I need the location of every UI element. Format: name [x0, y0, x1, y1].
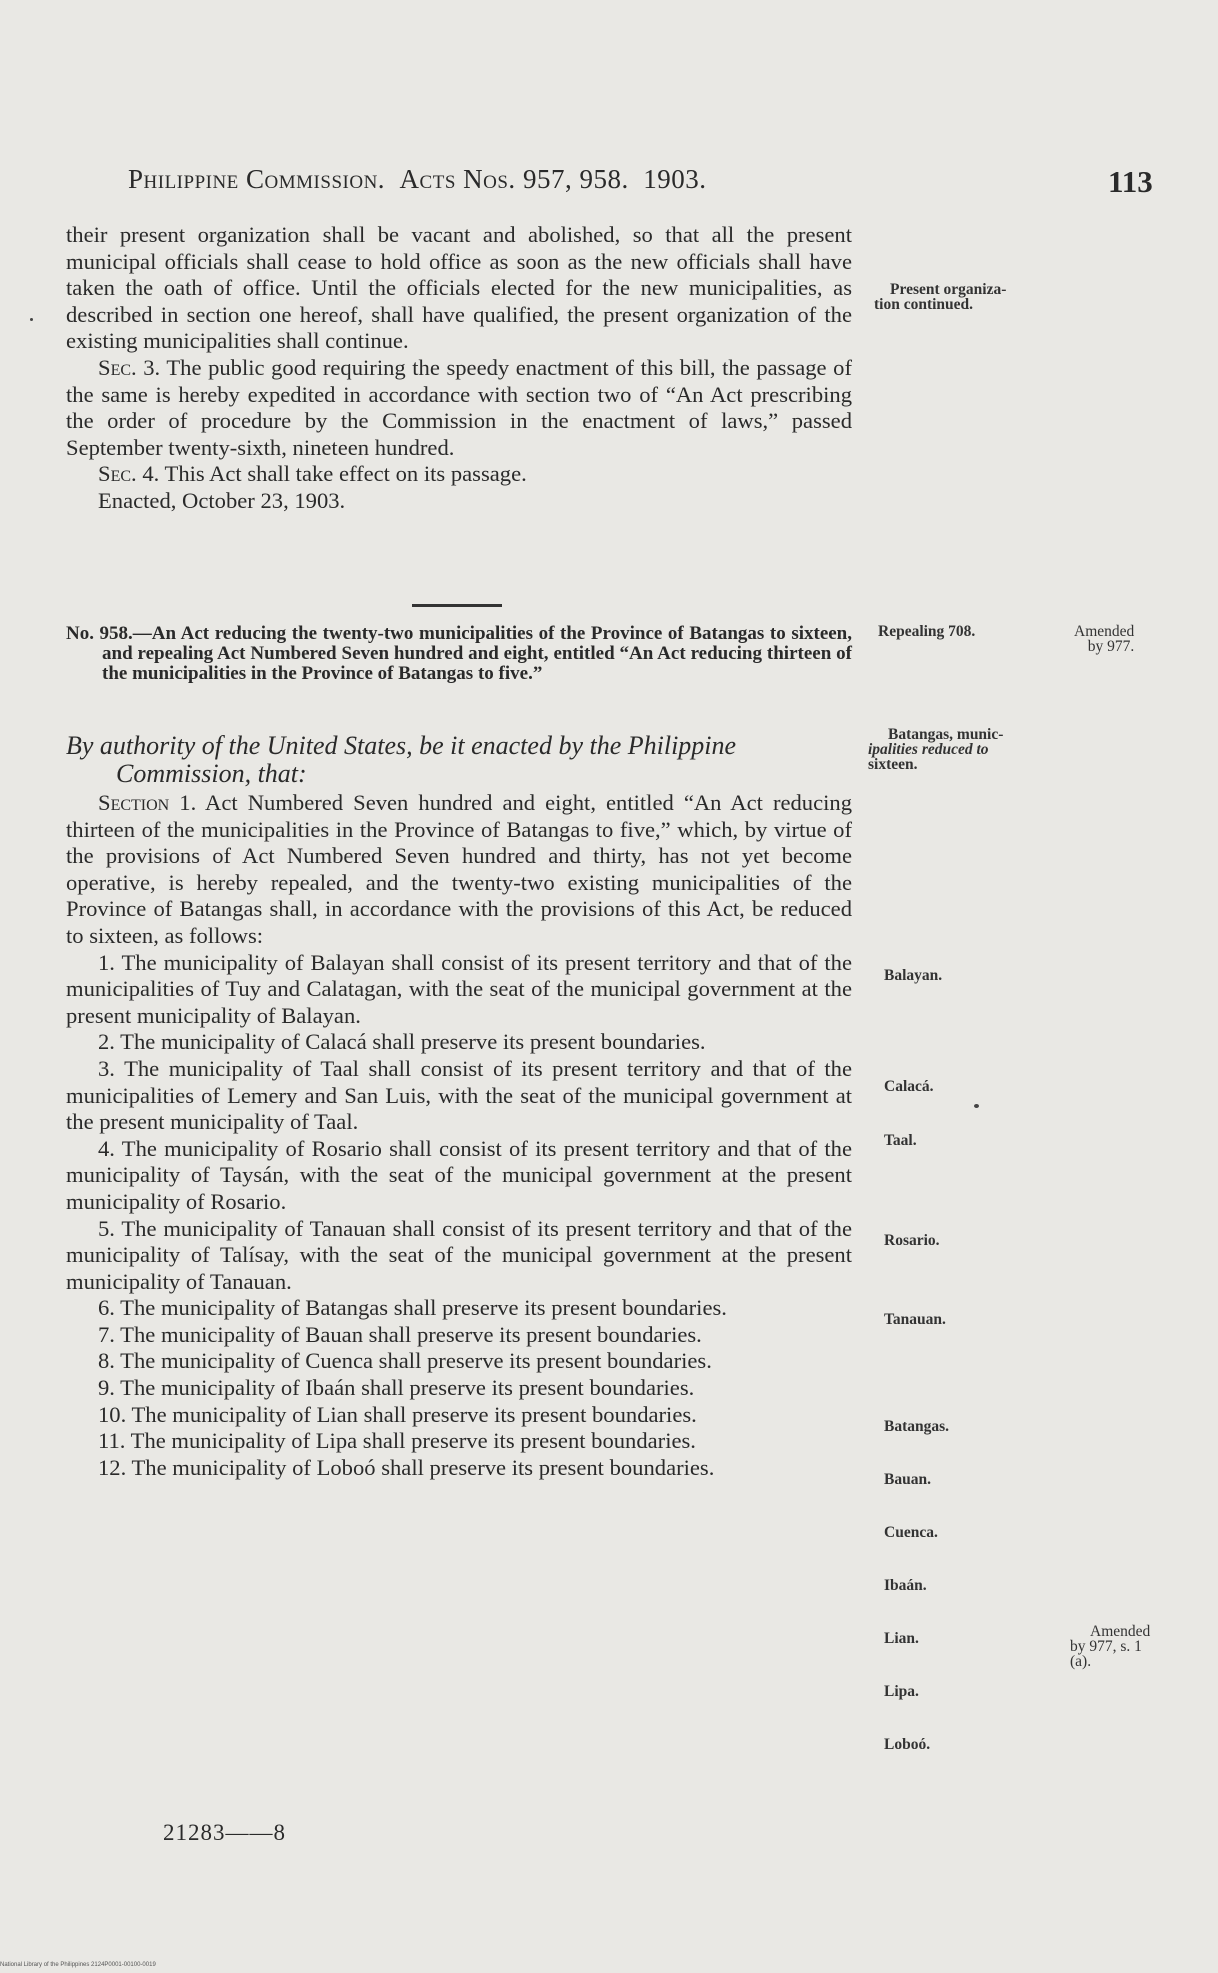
section-1-label: Section	[98, 790, 170, 815]
list-item: 1. The municipality of Balayan shall consist of its present territory and that of the municipalities of Tuy and Calatagan, with the seat of the municipal government at the present municipality of Balayan.	[66, 949, 852, 1028]
list-item: 8. The municipality of Cuenca shall preserve its present boundaries.	[98, 1348, 712, 1374]
section-divider	[412, 604, 502, 607]
continuation-paragraph: their present organization shall be vacant and abolished, so that all the present municipal officials shall cease to hold office as soon as the new officials shall have taken the oath of office. Until the officials elected for the new municipalities, as described in section one hereof, shall have qualified, the present organization of the existing municipalities shall continue.	[66, 222, 852, 354]
margin-note-town: Balayan.	[884, 967, 943, 984]
section-4-label: Sec.	[98, 461, 137, 487]
amendment-note-line: by 977, s. 1	[1070, 1638, 1142, 1655]
running-head-act-numbers: 957, 958.	[522, 164, 629, 194]
margin-note-town: Batangas.	[884, 1418, 950, 1435]
list-item: 9. The municipality of Ibaán shall preserve its present boundaries.	[98, 1375, 695, 1401]
list-item: 6. The municipality of Batangas shall preserve its present boundaries.	[98, 1295, 727, 1321]
margin-note-town: Calacá.	[884, 1078, 934, 1095]
list-item: 5. The municipality of Tanauan shall consist of its present territory and that of the municipality of Talísay, with the seat of the municipal government at the present municipality of Tanauan.	[66, 1215, 852, 1294]
enacting-clause	[66, 732, 856, 788]
list-item: 2. The municipality of Calacá shall preserve its present boundaries.	[98, 1029, 706, 1055]
amendment-note-line: (a).	[1070, 1653, 1092, 1670]
section-4-text: 4. This Act shall take effect on its passage.	[142, 461, 527, 487]
act-957-continuation	[66, 222, 852, 515]
section-3-label: Sec.	[98, 354, 137, 380]
margin-note-town: Cuenca.	[884, 1524, 938, 1541]
margin-note-present-organization	[874, 282, 1006, 312]
margin-note-town: Ibaán.	[884, 1577, 927, 1594]
act-958-heading-text: No. 958.—An Act reducing the twenty-two municipalities of the Province of Batangas to sixteen, and repealing Act Numbered Seven hundred and eight, entitled “An Act reducing thirteen of the municipalities in the Province of Batangas to five.”	[66, 623, 852, 684]
signature-mark: 21283——8	[163, 1820, 286, 1845]
section-1-text: 1. Act Numbered Seven hundred and eight, entitled “An Act reducing thirteen of the municipalities in the Province of Batangas to five,” which, by virtue of the provisions of Act Numbered Seven hundred and thirty, has not yet become operative, is hereby repealed, and the twenty-two existing municipalities of the Province of Batangas shall, in accordance with the provisions of this Act, be reduced to sixteen, as follows:	[66, 790, 853, 948]
enacted-date: Enacted, October 23, 1903.	[98, 487, 346, 513]
section-1	[66, 790, 852, 950]
act-958-body	[66, 790, 852, 1481]
margin-note-line: sixteen.	[868, 756, 918, 773]
list-item: 12. The municipality of Loboó shall preserve its present boundaries.	[98, 1454, 715, 1480]
margin-note-repealing: Repealing 708.	[878, 623, 976, 640]
list-item: 4. The municipality of Rosario shall consist of its present territory and that of the municipality of Taysán, with the seat of the municipal government at the present municipality of Rosario.	[66, 1135, 852, 1214]
list-item: 11. The municipality of Lipa shall preserve its present boundaries.	[98, 1428, 696, 1454]
list-item: 3. The municipality of Taal shall consist of its present territory and that of the municipalities of Lemery and San Luis, with the seat of the municipal government at the present municipality of Taal.	[66, 1055, 852, 1135]
enacting-line-1: By authority of the United States, be it enacted by the Philippine	[66, 731, 737, 760]
enacting-line-2: Commission, that:	[116, 759, 307, 788]
amendment-note-line: by 977.	[1087, 638, 1135, 655]
margin-note-line: Present organiza-	[890, 281, 1007, 298]
list-item: 10. The municipality of Lian shall preserve its present boundaries.	[98, 1401, 697, 1427]
margin-note-line: tion continued.	[874, 296, 974, 313]
running-head-acts: Acts Nos.	[399, 164, 516, 194]
margin-note-line: Batangas, munic-	[888, 726, 1004, 743]
amendment-note-line: Amended	[1090, 1623, 1151, 1640]
margin-note-town: Bauan.	[884, 1471, 931, 1488]
amendment-note	[1064, 624, 1134, 654]
footer-credit: National Library of the Philippines 2124P0001-00100-0019	[0, 1962, 156, 1968]
scan-speck	[974, 1104, 979, 1108]
amendment-note	[1070, 1624, 1150, 1669]
running-head-year: 1903.	[643, 164, 707, 194]
margin-note-town: Loboó.	[884, 1736, 931, 1753]
running-head-title: Philippine Commission.	[128, 164, 386, 194]
scan-speck	[30, 318, 33, 321]
page-number: 113	[1108, 164, 1153, 199]
section-3	[66, 355, 852, 461]
margin-note-batangas	[868, 727, 1003, 772]
section-4	[66, 461, 852, 488]
list-item: 7. The municipality of Bauan shall preserve its present boundaries.	[98, 1321, 702, 1347]
section-3-text: 3. The public good requiring the speedy enactment of this bill, the passage of the same is hereby expedited in accordance with section two of “An Act prescribing the order of procedure by the Commission in the enactment of laws,” passed September twenty-sixth, nineteen hundred.	[66, 354, 852, 460]
running-head	[128, 164, 828, 195]
act-958-heading	[66, 624, 852, 684]
margin-note-town: Rosario.	[884, 1232, 940, 1249]
margin-note-line: ipalities reduced to	[868, 741, 989, 758]
margin-note-town: Tanauan.	[884, 1311, 946, 1328]
margin-note-town: Lipa.	[884, 1683, 919, 1700]
amendment-note-line: Amended	[1074, 623, 1135, 640]
margin-note-town: Taal.	[884, 1132, 917, 1149]
margin-note-town: Lian.	[884, 1630, 919, 1647]
